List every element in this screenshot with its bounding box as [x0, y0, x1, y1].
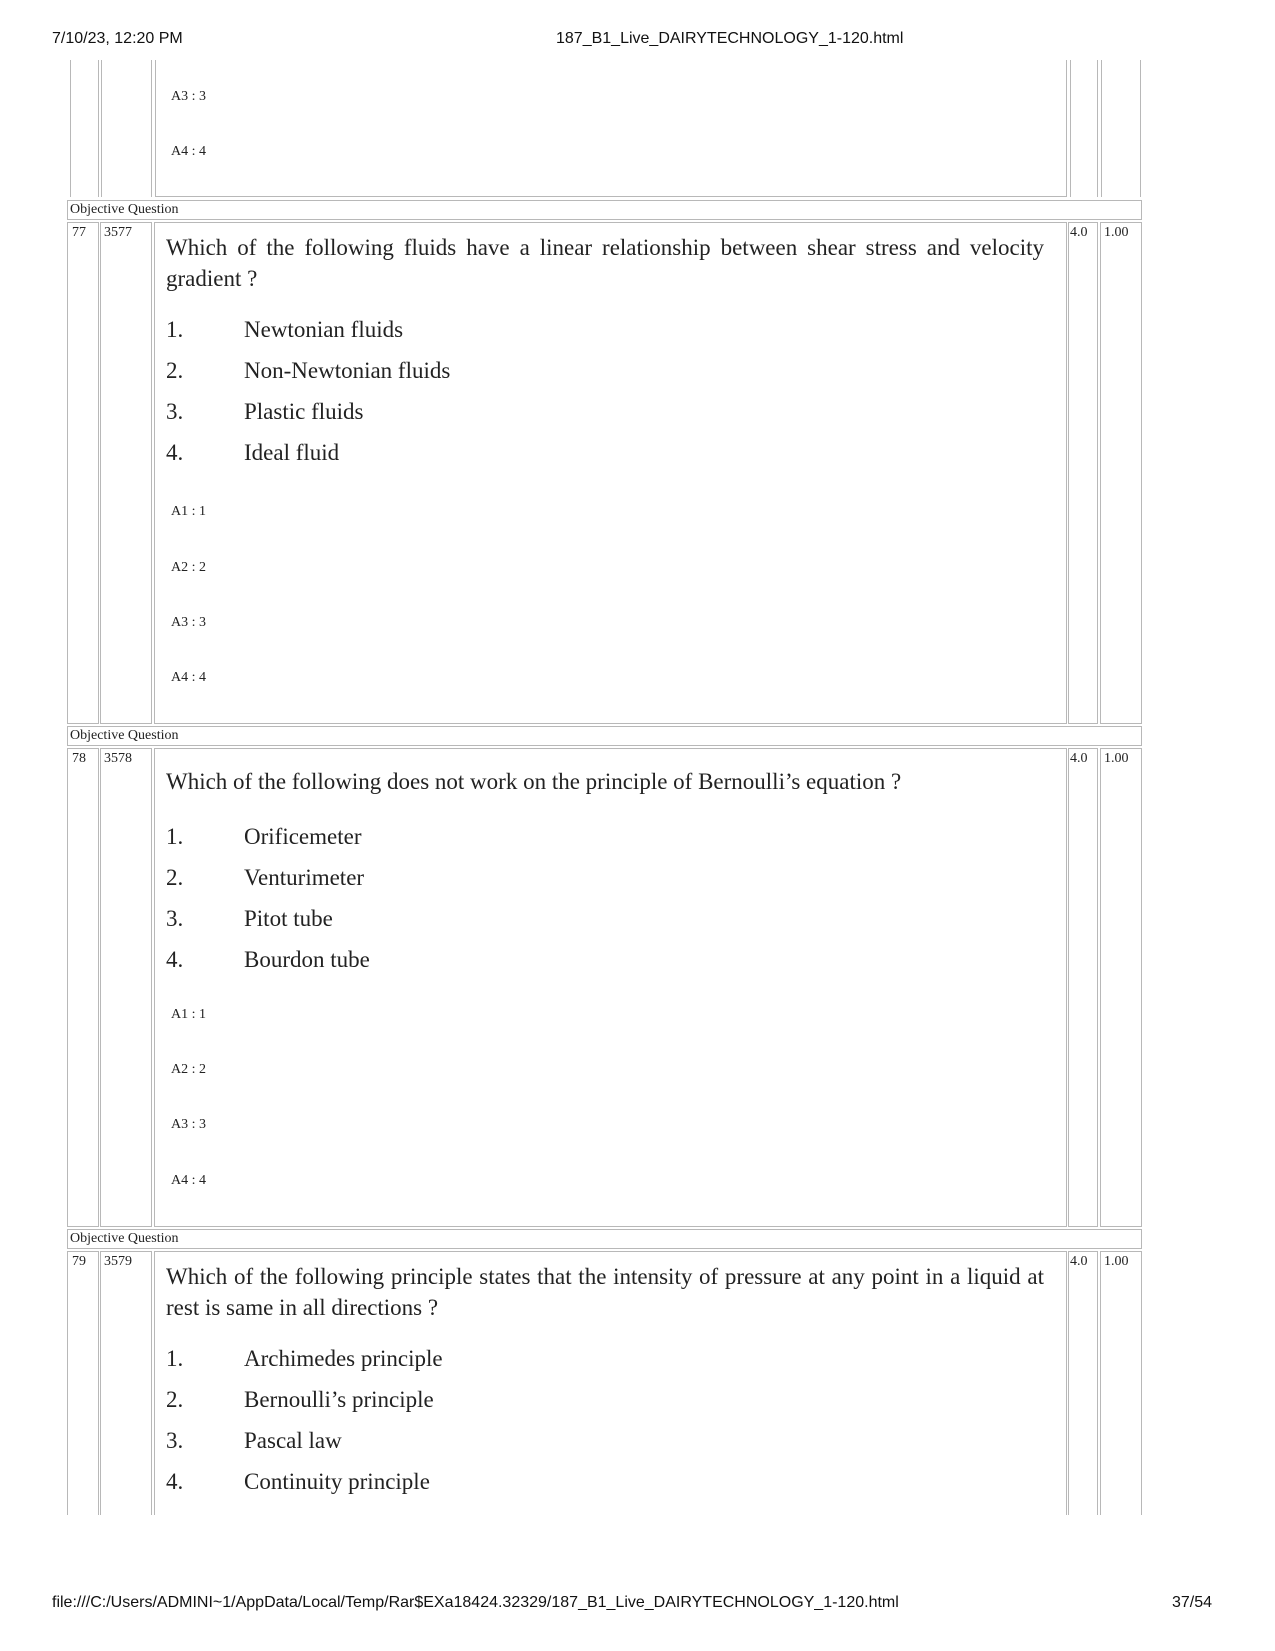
answer-label: A4 : 4 [171, 670, 206, 685]
question-marks: 4.0 [1070, 751, 1088, 766]
answer-label: A3 : 3 [171, 1117, 206, 1132]
question-marks: 4.0 [1070, 1254, 1088, 1269]
question-number: 78 [72, 751, 86, 766]
question-marks: 4.0 [1070, 225, 1088, 240]
option-text: Archimedes principle [244, 1346, 443, 1371]
answer-label: A2 : 2 [171, 1062, 206, 1077]
question-text: Which of the following principle states that the intensity of pressure at any point in a liquid at rest is same in all directions ? [166, 1264, 1044, 1320]
option-text: Continuity principle [244, 1469, 430, 1494]
question-negative-marks: 1.00 [1104, 225, 1129, 240]
question-type-label: Objective Question [70, 1231, 179, 1246]
option-number: 4. [166, 1469, 184, 1494]
option-text: Ideal fluid [244, 440, 340, 465]
option-text: Non-Newtonian fluids [244, 358, 451, 383]
option-text: Orificemeter [244, 824, 362, 849]
question-type-label: Objective Question [70, 202, 179, 217]
option-text: Bourdon tube [244, 947, 370, 972]
option-number: 3. [166, 1428, 184, 1453]
option-number: 4. [166, 947, 184, 972]
option-text: Bernoulli’s principle [244, 1387, 434, 1412]
option-number: 2. [166, 1387, 184, 1412]
option-number: 4. [166, 440, 184, 465]
option-text: Newtonian fluids [244, 317, 404, 342]
question-number: 79 [72, 1254, 86, 1269]
answer-label: A3 : 3 [171, 615, 206, 630]
option-number: 2. [166, 865, 184, 890]
question-negative-marks: 1.00 [1104, 1254, 1129, 1269]
print-file-path: file:///C:/Users/ADMINI~1/AppData/Local/Temp/Rar$EXa18424.32329/187_B1_Live_DAIRYTECHNOLOGY_1-120.html [52, 1594, 899, 1611]
answer-label: A4 : 4 [171, 1173, 206, 1188]
option-number: 1. [166, 1346, 184, 1371]
answer-label: A1 : 1 [171, 1007, 206, 1022]
option-text: Venturimeter [244, 865, 365, 890]
question-type-label: Objective Question [70, 728, 179, 743]
option-text: Pascal law [244, 1428, 342, 1453]
option-text: Plastic fluids [244, 399, 364, 424]
option-number: 3. [166, 906, 184, 931]
answer-label: A1 : 1 [171, 504, 206, 519]
option-number: 1. [166, 317, 184, 342]
answer-label: A2 : 2 [171, 560, 206, 575]
question-id: 3579 [104, 1254, 132, 1269]
question-id: 3577 [104, 225, 132, 240]
question-text: Which of the following fluids have a linear relationship between shear stress and velocity gradient ? [166, 235, 1044, 291]
question-number: 77 [72, 225, 86, 240]
option-number: 2. [166, 358, 184, 383]
answer-label: A4 : 4 [171, 144, 206, 159]
print-page-number: 37/54 [1172, 1594, 1213, 1611]
question-text: Which of the following does not work on the principle of Bernoulli’s equation ? [166, 769, 902, 794]
answer-label: A3 : 3 [171, 89, 206, 104]
option-number: 3. [166, 399, 184, 424]
option-number: 1. [166, 824, 184, 849]
print-datetime: 7/10/23, 12:20 PM [52, 30, 183, 47]
question-negative-marks: 1.00 [1104, 751, 1129, 766]
print-file-title: 187_B1_Live_DAIRYTECHNOLOGY_1-120.html [556, 30, 904, 47]
option-text: Pitot tube [244, 906, 333, 931]
question-id: 3578 [104, 751, 132, 766]
